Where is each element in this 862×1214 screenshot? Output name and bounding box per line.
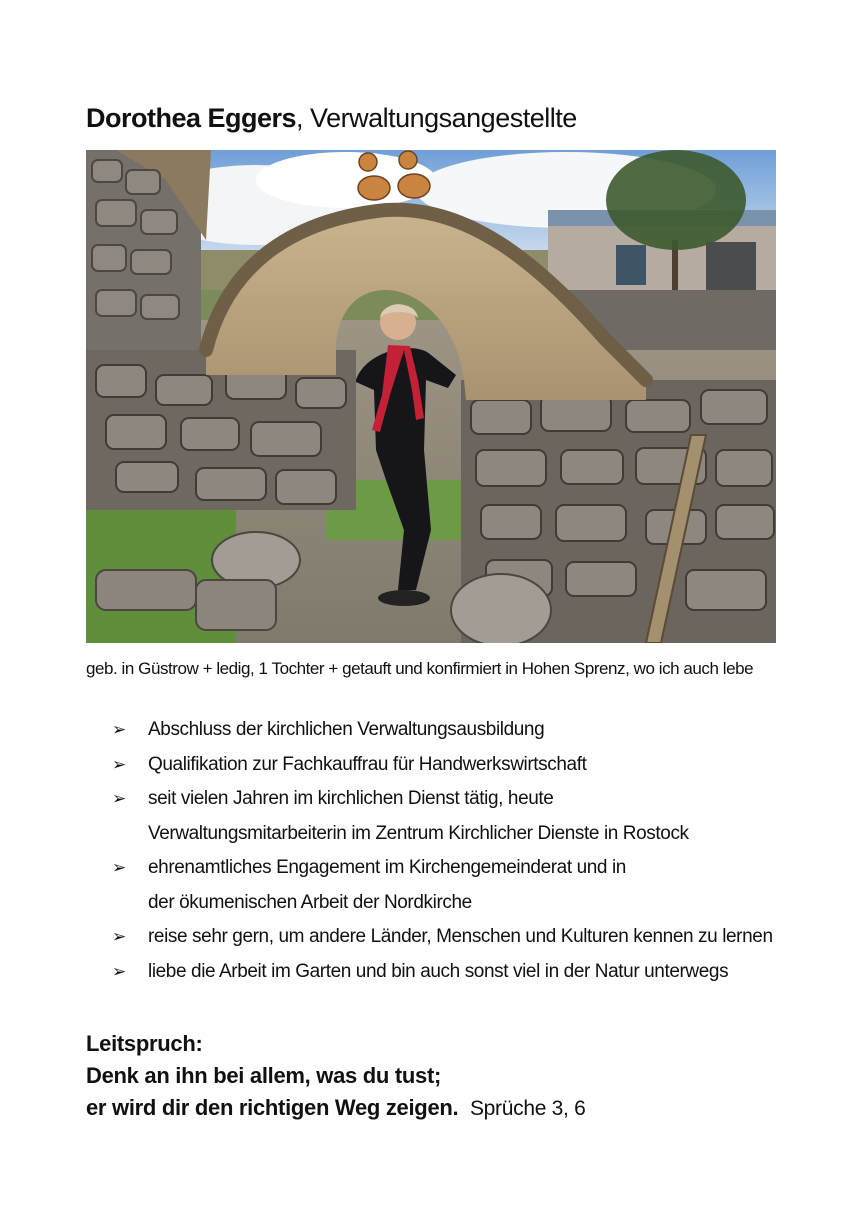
- person-role: , Verwaltungsangestellte: [296, 103, 577, 133]
- list-item: [112, 713, 832, 748]
- arrowhead-bullet-icon: ➢: [112, 961, 126, 982]
- motto-line-1: Denk an ihn bei allem, was du tust;: [86, 1063, 442, 1088]
- motto-reference: Sprüche 3, 6: [469, 1097, 586, 1120]
- list-item-line: Verwaltungsmitarbeiterin im Zentrum Kirchlicher Dienste in Rostock: [148, 822, 689, 844]
- arrowhead-bullet-icon: ➢: [112, 858, 126, 878]
- list-item-line: Abschluss der kirchlichen Verwaltungsausbildung: [148, 719, 545, 740]
- biography-caption: geb. in Güstrow + ledig, 1 Tochter + getauft und konfirmiert in Hohen Sprenz, wo ich auch lebe: [86, 659, 754, 678]
- list-item-line: ehrenamtliches Engagement im Kirchengemeinderat und in: [148, 857, 626, 878]
- arrowhead-bullet-icon: ➢: [112, 789, 126, 809]
- arrowhead-bullet-icon: ➢: [112, 927, 126, 947]
- list-item: [112, 748, 832, 783]
- portrait-photo: [86, 150, 776, 643]
- arrowhead-bullet-icon: ➢: [112, 754, 126, 775]
- list-item: [112, 851, 832, 920]
- qualification-list: [112, 713, 832, 989]
- list-item-line: liebe die Arbeit im Garten und bin auch sonst viel in der Natur unterwegs: [148, 960, 729, 982]
- list-item-line: der ökumenischen Arbeit der Nordkirche: [148, 891, 472, 913]
- page-title: [86, 98, 577, 138]
- arrowhead-bullet-icon: ➢: [112, 720, 126, 740]
- motto-line-2: er wird dir den richtigen Weg zeigen.: [86, 1095, 459, 1120]
- motto-line-2-row: [86, 1092, 585, 1125]
- list-item: [112, 920, 832, 955]
- list-item: [112, 782, 832, 851]
- motto-label: Leitspruch:: [86, 1031, 203, 1056]
- list-item-line: reise sehr gern, um andere Länder, Menschen und Kulturen kennen zu lernen: [148, 926, 773, 947]
- list-item: [112, 955, 832, 990]
- list-item-line: seit vielen Jahren im kirchlichen Dienst tätig, heute: [148, 788, 554, 809]
- motto-block: [86, 1028, 585, 1125]
- person-name: Dorothea Eggers: [86, 103, 297, 133]
- list-item-line: Qualifikation zur Fachkauffrau für Handwerkswirtschaft: [148, 753, 587, 775]
